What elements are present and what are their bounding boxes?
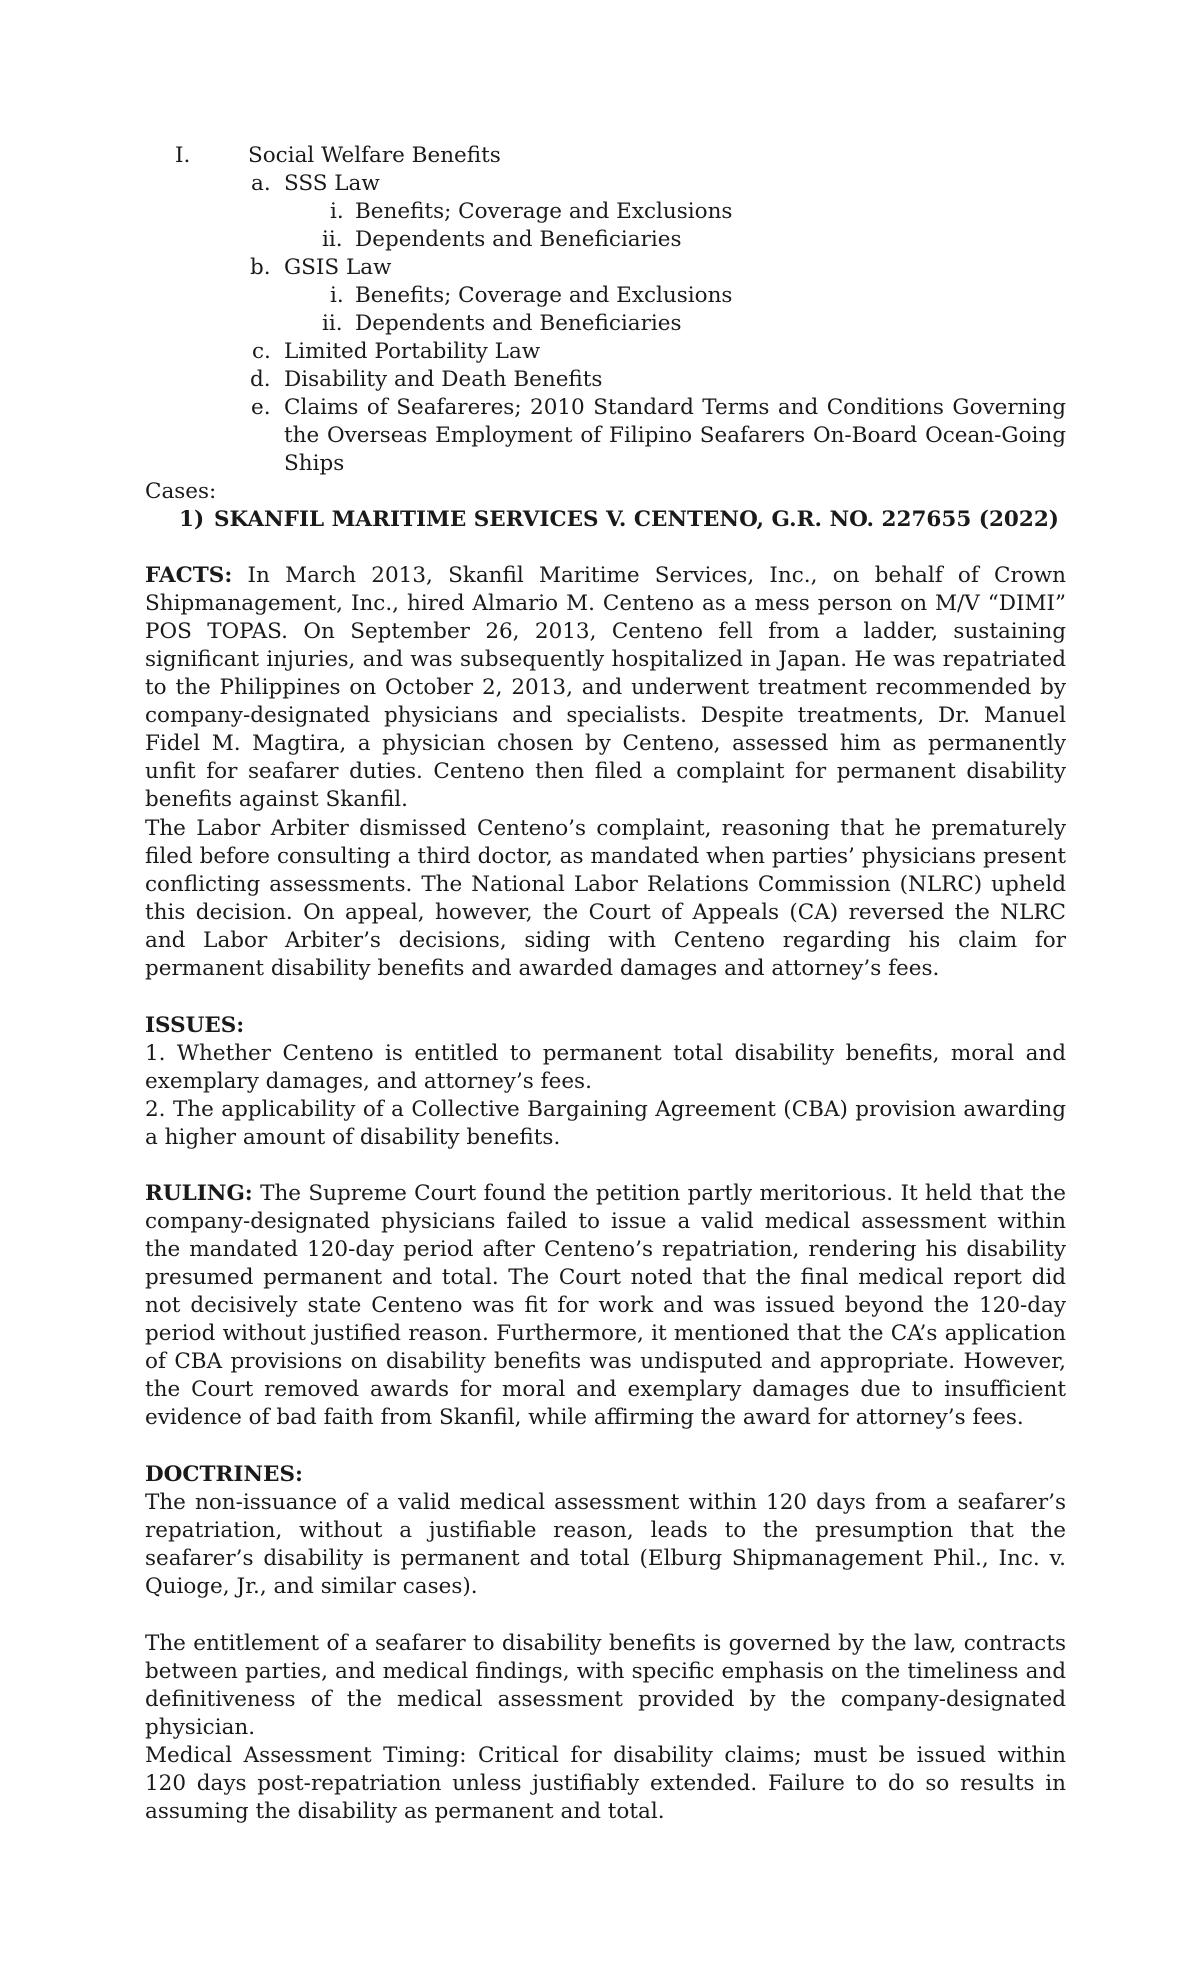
outline-title: Social Welfare Benefits (248, 143, 501, 168)
outline-item-label: d. (250, 367, 271, 392)
outline-subitem-label: i. (330, 199, 344, 224)
outline-subitem-label: ii. (322, 227, 343, 252)
outline-subitem-text: Dependents and Beneficiaries (355, 311, 682, 336)
outline-item-label: b. (250, 255, 271, 280)
ruling-paragraph (145, 1180, 1066, 1432)
doctrine-paragraph-3: Medical Assessment Timing: Critical for disability claims; must be issued within 120 days post-repatriation unless justifiably extended. Failure to do so results in assuming the disability as permanent and total. (145, 1743, 1066, 1824)
ruling-heading: RULING: (145, 1181, 253, 1206)
doctrine-paragraph-1: The non-issuance of a valid medical assessment within 120 days from a seafarer’s repatriation, without a justifiable reason, leads to the presumption that the seafarer’s disability is permanent and total (Elburg Shipmanagement Phil., Inc. v. Quioge, Jr., and similar cases). (145, 1490, 1066, 1599)
case-title: SKANFIL MARITIME SERVICES V. CENTENO, G.R. NO. 227655 (2022) (214, 507, 1059, 532)
outline-item-label: a. (251, 171, 271, 196)
outline-subitem-text: Benefits; Coverage and Exclusions (355, 283, 733, 308)
issues-heading: ISSUES: (145, 1013, 245, 1038)
issue-item-2: 2. The applicability of a Collective Bargaining Agreement (CBA) provision awarding a higher amount of disability benefits. (145, 1097, 1066, 1150)
outline-subitem-label: i. (330, 283, 344, 308)
outline-item-text: Disability and Death Benefits (284, 367, 603, 392)
outline-item-text: Limited Portability Law (284, 339, 541, 364)
doctrine-paragraph-2: The entitlement of a seafarer to disability benefits is governed by the law, contracts between parties, and medical findings, with specific emphasis on the timeliness and definitiveness of the medical assessment provided by the company-designated physician. (145, 1631, 1066, 1740)
facts-text-1: In March 2013, Skanfil Maritime Services, Inc., on behalf of Crown Shipmanagement, Inc., hired Almario M. Centeno as a mess person on M/V “DIMI” POS TOPAS. On September 26, 2013, Centeno fell from a ladder, sustaining significant injuries, and was subsequently hospitalized in Japan. He was repatriated to the Philippines on October 2, 2013, and underwent treatment recommended by company-designated physicians and specialists. Despite treatments, Dr. Manuel Fidel M. Magtira, a physician chosen by Centeno, assessed him as permanently unfit for seafarer duties. Centeno then filed a complaint for permanent disability benefits against Skanfil. (145, 563, 1066, 812)
outline-roman-numeral: I. (175, 143, 191, 168)
outline-subitem-text: Dependents and Beneficiaries (355, 227, 682, 252)
outline-item-text: GSIS Law (284, 255, 392, 280)
outline-item-label: c. (252, 339, 271, 364)
case-number: 1) (179, 507, 205, 532)
facts-paragraph-2: The Labor Arbiter dismissed Centeno’s complaint, reasoning that he prematurely filed before consulting a third doctor, as mandated when parties’ physicians present conflicting assessments. The National Labor Relations Commission (NLRC) upheld this decision. On appeal, however, the Court of Appeals (CA) reversed the NLRC and Labor Arbiter’s decisions, siding with Centeno regarding his claim for permanent disability benefits and awarded damages and attorney’s fees. (145, 816, 1066, 981)
outline-subitem-text: Benefits; Coverage and Exclusions (355, 199, 733, 224)
facts-heading: FACTS: (145, 563, 233, 588)
outline-subitem-label: ii. (322, 311, 343, 336)
issue-item-1: 1. Whether Centeno is entitled to permanent total disability benefits, moral and exemplary damages, and attorney’s fees. (145, 1041, 1066, 1094)
outline-item-label: e. (251, 395, 271, 420)
outline-item-text: SSS Law (284, 171, 380, 196)
outline-item-text: Claims of Seafareres; 2010 Standard Terms and Conditions Governing the Overseas Employment of Filipino Seafarers On-Board Ocean-Going Ships (284, 395, 1066, 476)
ruling-text: The Supreme Court found the petition partly meritorious. It held that the company-designated physicians failed to issue a valid medical assessment within the mandated 120-day period after Centeno’s repatriation, rendering his disability presumed permanent and total. The Court noted that the final medical report did not decisively state Centeno was fit for work and was issued beyond the 120-day period without justified reason. Furthermore, it mentioned that the CA’s application of CBA provisions on disability benefits was undisputed and appropriate. However, the Court removed awards for moral and exemplary damages due to insufficient evidence of bad faith from Skanfil, while affirming the award for attorney’s fees. (145, 1181, 1066, 1430)
doctrines-heading: DOCTRINES: (145, 1462, 303, 1487)
facts-paragraph-1 (145, 562, 1066, 814)
cases-label: Cases: (145, 479, 217, 504)
